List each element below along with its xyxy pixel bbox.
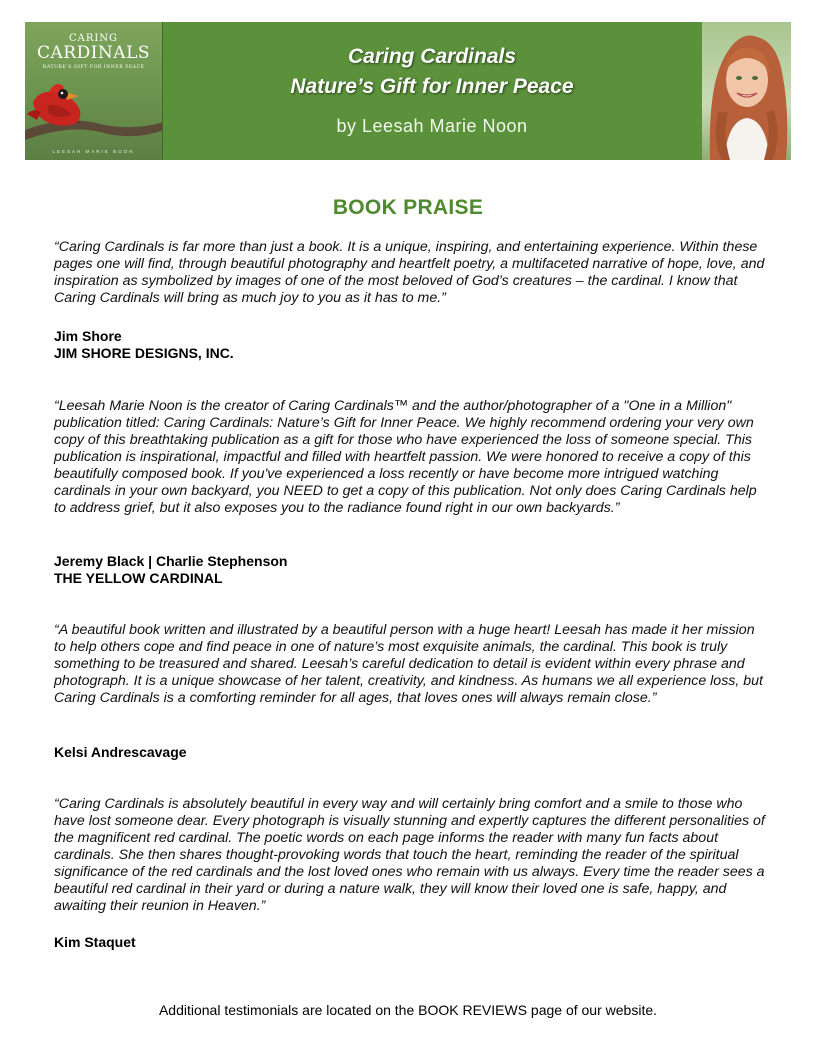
page-title: BOOK PRAISE [332, 196, 484, 219]
banner-titles [162, 22, 702, 160]
testimonial-quote-2: “Leesah Marie Noon is the creator of Caring Cardinals™ and the author/photographer of a "One in a Million" publication titled: Caring Cardinals: Nature’s Gift for Inner Peace. We highly recommend ordering your very own copy of this breathtaking publication as a gift for those who have experienced the loss of someone special. This publication is inspirational, impactful and filled with heartfelt passion. We were honored to receive a copy of this beautifully composed book. If you've experienced a loss recently or have become more intrigued watching cardinals in your own backyard, you NEED to get a copy of this publication. Not only does Caring Cardinals help to address grief, but it also exposes you to the radiance found right in our own backyards.” [54, 398, 757, 516]
header-banner [25, 22, 791, 160]
author-photo-icon [702, 22, 791, 160]
testimonial-org-2: THE YELLOW CARDINAL [54, 570, 223, 586]
testimonial-author-3: Kelsi Andrescavage [54, 744, 187, 760]
book-cover-image [25, 22, 163, 160]
cover-author: LEESAH MARIE NOON [52, 149, 135, 154]
author-byline: by Leesah Marie Noon [336, 116, 528, 136]
book-title: Caring Cardinals [347, 45, 517, 68]
testimonial-quote-3: “A beautiful book written and illustrated by a beautiful person with a huge heart! Leesah has made it her mission to help others cope and find peace in one of nature’s most exquisite animals, the cardinal. This book is truly something to be treasured and shared. Leesah’s careful dedication to detail is evident within every phrase and photograph. It is a unique showcase of her talent, creativity, and kindness. As humans we all experience loss, but Caring Cardinals is a comforting reminder for all ages, that loves ones will always remain close.” [54, 622, 763, 706]
cover-subtitle: NATURE'S GIFT FOR INNER PEACE [42, 65, 145, 70]
testimonial-author-4: Kim Staquet [54, 934, 136, 950]
book-subtitle: Nature’s Gift for Inner Peace [290, 75, 574, 98]
footer-note: Additional testimonials are located on the BOOK REVIEWS page of our website. [158, 1002, 658, 1018]
testimonial-quote-1: “Caring Cardinals is far more than just a book. It is a unique, inspiring, and entertaining experience. Within these pages one will find, through beautiful photography and heartfelt poetry, a multifaceted narrative of hope, love, and inspiration as symbolized by images of one of the most beloved of God’s creatures – the cardinal. I know that Caring Cardinals will bring as much joy to you as it has to me.” [54, 239, 765, 306]
testimonial-author-1: Jim Shore [54, 328, 122, 344]
cover-title-small: CARING [68, 33, 119, 44]
cardinal-icon [25, 62, 162, 154]
author-portrait [702, 22, 791, 160]
testimonial-author-2: Jeremy Black | Charlie Stephenson [54, 553, 288, 569]
cover-title-large: CARDINALS [36, 43, 151, 63]
testimonial-quote-4: “Caring Cardinals is absolutely beautiful in every way and will certainly bring comfort and a smile to those who have lost someone dear. Every photograph is visually stunning and expertly captures the different personalities of the magnificent red cardinal. The poetic words on each page informs the reader with many fun facts about cardinals. She then shares thought-provoking words that touch the heart, reminding the reader of the spiritual significance of the red cardinals and the lost loved ones who remain with us always. Every time the reader sees a beautiful red cardinal in their yard or during a nature walk, they will know their loved one is safe, happy, and awaiting their reunion in Heaven.” [54, 796, 765, 914]
testimonial-org-1: JIM SHORE DESIGNS, INC. [54, 345, 234, 361]
